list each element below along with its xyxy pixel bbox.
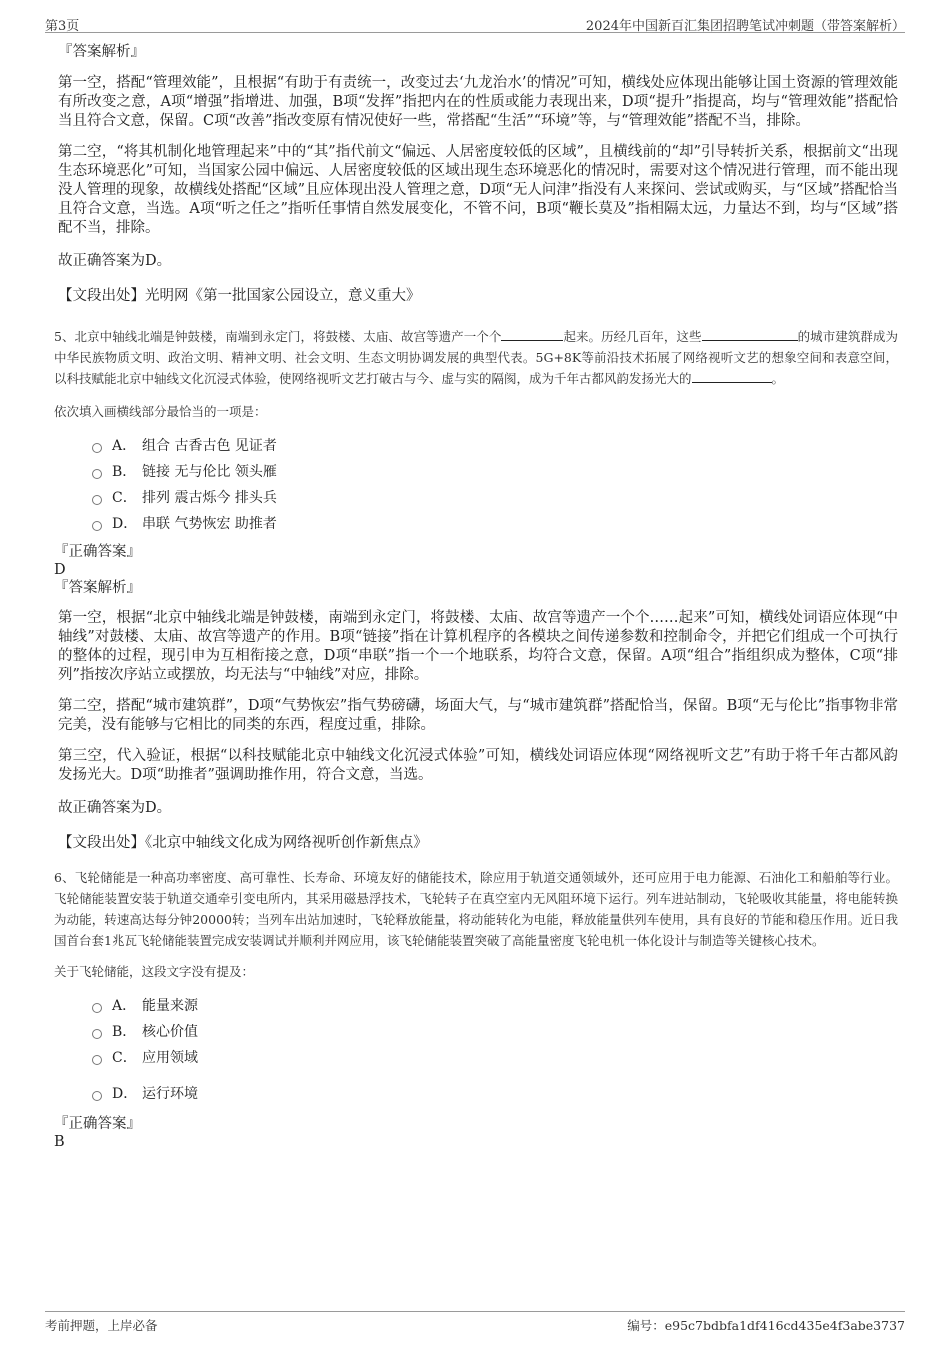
- question-text: 6、飞轮储能是一种高功率密度、高可靠性、长寿命、环境友好的储能技术，除应用于轨道交通领域外，还可应用于电力能源、石油化工和船舶等行业。飞轮储能装置安装于轨道交通牵引变电所内，其采用磁悬浮技术，飞轮转子在真空室内无风阻环境下运行。列车进站制动，飞轮吸收其能量，将电能转换为动能，转速高达每分钟20000转；当列车出站加速时，飞轮释放能量，将动能转化为电能，释放能量供列车使用，具有良好的节能和稳压作用。近日我国首台套1兆瓦飞轮储能装置完成安装调试并顺利并网应用，该飞轮储能装置突破了高能量密度飞轮电机一体化设计与制造等关键核心技术。: [54, 870, 898, 948]
- question-text-part: 的城市建筑群成为中华民族物质文明、政治文明、精神文明、社会文明、生态文明协调发展的典型代表。5G+8K等前沿技术拓展了网络视听文艺的想象空间和表意空间，以科技赋能北京中轴线文化沉浸式体验，使网络视听文艺打破古与今、虚与实的隔阂，成为千年古都风韵发扬光大的: [54, 329, 898, 386]
- analysis-paragraph: 第二空，“将其机制化地管理起来”中的“其”指代前文“偏远、人居密度较低的区域”，且横线前的“却”引导转折关系，根据前文“出现生态环境恶化”可知，当国家公园中偏远、人居密度较低的区域出现生态环境恶化的情况时，需要对这个情况进行管理，而不能出现没人管理的现象，故横线处搭配“区域”且应体现出没人管理之意，D项“无人问津”指没有人来探问、尝试或购买，与“区域”搭配恰当且符合文意，当选。A项“听之任之”指听任事情自然发展变化，不管不问，B项“鞭长莫及”指相隔太远，力量达不到，均与“区域”搭配不当，排除。: [58, 144, 898, 236]
- page-number: 第3页: [45, 19, 80, 34]
- option-d[interactable]: [92, 511, 898, 537]
- option-list: [92, 993, 898, 1107]
- answer-tag: 『正确答案』: [54, 1116, 141, 1132]
- option-letter: B．: [112, 1024, 137, 1040]
- question-text-part: 5、北京中轴线北端是钟鼓楼，南端到永定门，将鼓楼、太庙、故宫等遗产一个个: [54, 329, 502, 344]
- answer-tag: 『正确答案』: [54, 544, 141, 560]
- option-text: 核心价值: [142, 1024, 198, 1040]
- option-c[interactable]: [92, 1045, 898, 1071]
- question-6: [54, 867, 898, 1151]
- radio-icon[interactable]: [92, 1029, 102, 1039]
- document-body: [54, 42, 898, 1151]
- question-prompt: 关于飞轮储能，这段文字没有提及：: [54, 964, 255, 979]
- option-text: 能量来源: [142, 998, 198, 1014]
- option-letter: A．: [112, 438, 137, 454]
- option-c[interactable]: [92, 485, 898, 511]
- fill-blank: [692, 368, 772, 383]
- analysis-tag: 『答案解析』: [58, 44, 145, 60]
- option-text: 链接 无与伦比 领头雁: [142, 464, 277, 480]
- fill-blank: [501, 326, 563, 341]
- question-text-part: 起来。历经几百年，这些: [563, 329, 702, 344]
- question-5: [54, 326, 898, 853]
- question-text: [54, 326, 898, 389]
- answer-value: D: [54, 562, 66, 578]
- option-letter: C．: [112, 1050, 137, 1066]
- analysis-paragraph: 第一空，搭配“管理效能”，且根据“有助于有责统一，改变过去‘九龙治水’的情况”可知，横线处应体现出能够让国土资源的管理效能有所改变之意，A项“增强”指增进、加强，B项“发挥”指把内在的性质或能力表现出来，D项“提升”指提高，均与“管理效能”搭配恰当且符合文意，保留。C项“改善”指改变原有情况使好一些，常搭配“生活”“环境”等，与“管理效能”搭配不当，排除。: [58, 75, 898, 129]
- page-header: [45, 12, 905, 33]
- option-letter: A．: [112, 998, 137, 1014]
- document-id: 编号：e95c7bdbfa1df416cd435e4f3abe3737: [627, 1318, 905, 1333]
- option-text: 应用领域: [142, 1050, 198, 1066]
- analysis-paragraph: 第三空，代入验证，根据“以科技赋能北京中轴线文化沉浸式体验”可知，横线处词语应体现“网络视听文艺”有助于将千年古都风韵发扬光大。D项“助推者”强调助推作用，符合文意，当选。: [58, 748, 898, 783]
- analysis-paragraph: 第二空，搭配“城市建筑群”，D项“气势恢宏”指气势磅礴，场面大气，与“城市建筑群”搭配恰当，保留。B项“无与伦比”指事物非常完美，没有能够与它相比的同类的东西，程度过重，排除。: [58, 698, 898, 733]
- source-citation: 【文段出处】光明网《第一批国家公园设立，意义重大》: [58, 288, 421, 304]
- question-text-part: 。: [771, 371, 785, 386]
- option-letter: D．: [112, 516, 138, 532]
- option-d[interactable]: [92, 1081, 898, 1107]
- answer-value: B: [54, 1134, 65, 1150]
- conclusion: 故正确答案为D。: [58, 253, 172, 269]
- radio-icon[interactable]: [92, 1055, 102, 1065]
- option-text: 排列 震古烁今 排头兵: [142, 490, 277, 506]
- q4-analysis: [58, 42, 898, 306]
- analysis-tag: 『答案解析』: [54, 580, 141, 596]
- source-citation: 【文段出处】《北京中轴线文化成为网络视听创作新焦点》: [58, 835, 428, 851]
- radio-icon[interactable]: [92, 1091, 102, 1101]
- option-b[interactable]: [92, 1019, 898, 1045]
- fill-blank: [702, 326, 798, 341]
- option-letter: C．: [112, 490, 137, 506]
- option-text: 组合 古香古色 见证者: [142, 438, 277, 454]
- option-b[interactable]: [92, 459, 898, 485]
- radio-icon[interactable]: [92, 521, 102, 531]
- radio-icon[interactable]: [92, 469, 102, 479]
- option-a[interactable]: [92, 993, 898, 1019]
- question-prompt: 依次填入画横线部分最恰当的一项是：: [54, 404, 267, 419]
- option-list: [92, 433, 898, 537]
- option-letter: D．: [112, 1086, 138, 1102]
- radio-icon[interactable]: [92, 1003, 102, 1013]
- option-text: 运行环境: [142, 1086, 198, 1102]
- option-a[interactable]: [92, 433, 898, 459]
- radio-icon[interactable]: [92, 495, 102, 505]
- option-text: 串联 气势恢宏 助推者: [142, 516, 277, 532]
- analysis-paragraph: 第一空，根据“北京中轴线北端是钟鼓楼，南端到永定门，将鼓楼、太庙、故宫等遗产一个个……起来”可知，横线处词语应体现“中轴线”对鼓楼、太庙、故宫等遗产的作用。B项“链接”指在计算机程序的各模块之间传递参数和控制命令，并把它们组成一个可执行的整体的过程，现引申为互相衔接之意，D项“串联”指一个一个地联系，均符合文意，保留。A项“组合”指组织成为整体，C项“排列”指按次序站立或摆放，均无法与“中轴线”对应，排除。: [58, 610, 898, 683]
- document-title: 2024年中国新百汇集团招聘笔试冲刺题（带答案解析）: [585, 19, 905, 34]
- radio-icon[interactable]: [92, 443, 102, 453]
- page-footer: [45, 1311, 905, 1334]
- footer-slogan: 考前押题，上岸必备: [45, 1318, 158, 1333]
- option-letter: B．: [112, 464, 137, 480]
- conclusion: 故正确答案为D。: [58, 800, 172, 816]
